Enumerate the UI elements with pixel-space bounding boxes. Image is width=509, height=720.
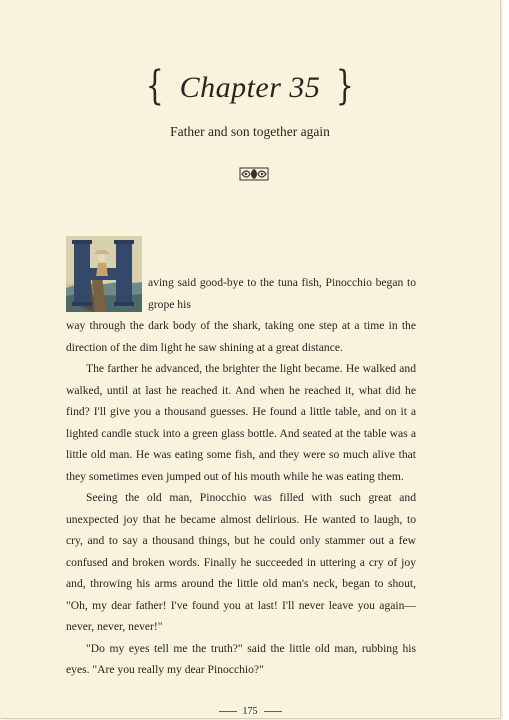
paragraph xyxy=(66,272,416,358)
paragraph: The farther he advanced, the brighter the light became. He walked and walked, until at last he reached it. And when he reached it, what did he find? I'll give you a thousand guesses. He found a little table, and on it a lighted candle stuck into a green glass bottle. And seated at the table was a little old man. He was eating some fish, and they were so much alive that they sometimes even jumped out of his mouth while he was eating them. xyxy=(66,362,416,483)
right-brace: } xyxy=(336,63,355,109)
page-footer xyxy=(0,706,500,717)
paragraph-text: way through the dark body of the shark, taking one step at a time in the direction of the dim light he saw shining at a great distance. xyxy=(66,319,416,354)
left-brace: { xyxy=(145,63,164,109)
footer-rule-left xyxy=(219,711,237,712)
chapter-heading xyxy=(0,63,500,109)
decorative-fleuron-icon xyxy=(239,166,269,182)
chapter-subtitle: Father and son together again xyxy=(170,124,330,139)
page-number: 175 xyxy=(242,706,258,717)
paragraph-first-line: aving said good-bye to the tuna fish, Pinocchio began to grope his xyxy=(148,276,416,311)
chapter-title: Chapter 35 xyxy=(179,71,321,104)
footer-rule-right xyxy=(264,711,282,712)
paragraph: "Do my eyes tell me the truth?" said the little old man, rubbing his eyes. "Are you really my dear Pinocchio?" xyxy=(66,641,416,676)
paragraph: Seeing the old man, Pinocchio was filled with such great and unexpected joy that he became almost delirious. He wanted to laugh, to cry, and to say a thousand things, but he could only stammer out a few confused and broken words. Finally he succeeded in uttering a cry of joy and, throwing his arms around the little old man's neck, began to shout, "Oh, my dear father! I've found you at last! I'll never leave you again—never, never, never!" xyxy=(66,491,416,633)
chapter-body xyxy=(66,272,416,681)
